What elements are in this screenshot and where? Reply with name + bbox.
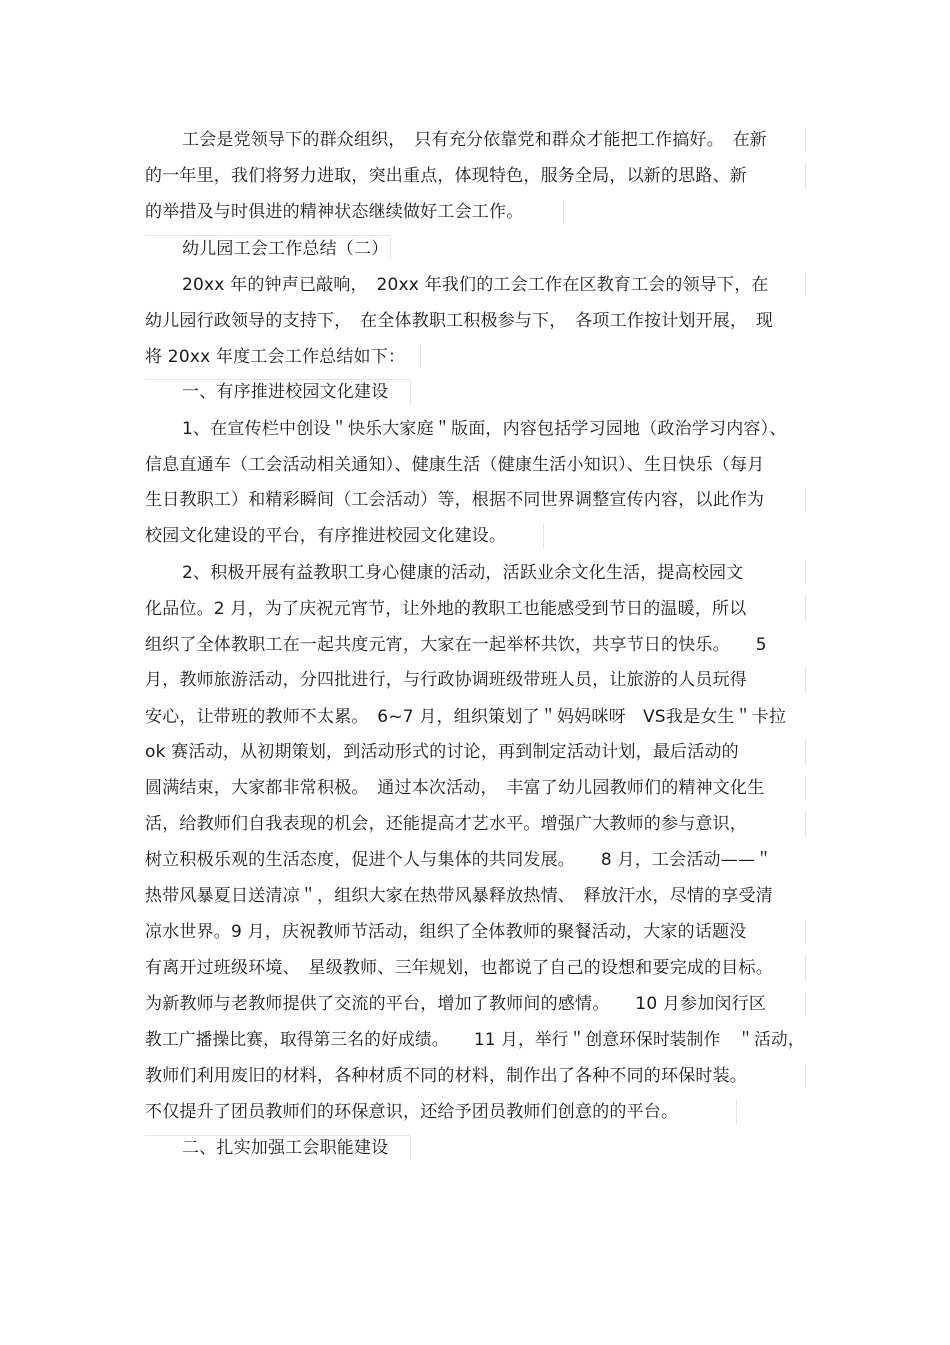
ruling-mark bbox=[805, 488, 806, 512]
paragraph-line: 的举措及与时俱进的精神状态继续做好工会工作。 bbox=[145, 202, 524, 222]
ruling-mark bbox=[805, 560, 806, 584]
ruling-mark bbox=[736, 1100, 737, 1124]
ruling-mark bbox=[563, 200, 564, 224]
paragraph-line: 生日教职工）和精彩瞬间（工会活动）等，根据不同世界调整宣传内容，以此作为 bbox=[145, 490, 765, 510]
ruling-mark bbox=[145, 235, 390, 236]
paragraph-line: ok 赛活动，从初期策划，到活动形式的讨论，再到制定活动计划，最后活动的 bbox=[145, 742, 739, 762]
paragraph-line: 月，教师旅游活动，分四批进行，与行政协调班级带班人员，让旅游的人员玩得 bbox=[145, 670, 747, 690]
ruling-mark bbox=[805, 128, 806, 152]
ruling-mark bbox=[805, 920, 806, 944]
paragraph-line: 不仅提升了团员教师们的环保意识，还给予团员教师们创意的的平台。 bbox=[145, 1102, 679, 1122]
ruling-mark bbox=[420, 344, 421, 368]
ruling-mark bbox=[805, 812, 806, 836]
paragraph-line: 的一年里，我们将努力进取，突出重点，体现特色，服务全局，以新的思路、新 bbox=[145, 166, 747, 186]
paragraph-line: 幼儿园行政领导的支持下， 在全体教职工积极参与下， 各项工作按计划开展， 现 bbox=[145, 311, 774, 331]
paragraph-line: 将 20xx 年度工会工作总结如下： bbox=[145, 347, 406, 367]
paragraph-line: 20xx 年的钟声已敲响， 20xx 年我们的工会工作在区教育工会的领导下，在 bbox=[182, 275, 769, 295]
ruling-mark bbox=[145, 379, 410, 380]
paragraph-line: 为新教师与老教师提供了交流的平台，增加了教师间的感情。 10 月参加闵行区 bbox=[145, 994, 767, 1014]
ruling-mark bbox=[410, 1136, 411, 1160]
ruling-mark bbox=[805, 956, 806, 980]
section-heading: 二、扎实加强工会职能建设 bbox=[182, 1138, 389, 1158]
paragraph-line: 化品位。2 月，为了庆祝元宵节，让外地的教职工也能感受到节日的温暖，所以 bbox=[145, 599, 747, 619]
ruling-mark bbox=[805, 1064, 806, 1088]
ruling-mark bbox=[805, 776, 806, 800]
paragraph-line: 安心，让带班的教师不太累。 6~7 月，组织策划了＂妈妈咪呀 VS我是女生＂卡拉 bbox=[145, 707, 787, 727]
paragraph-line: 校园文化建设的平台，有序推进校园文化建设。 bbox=[145, 526, 507, 546]
section-heading: 一、有序推进校园文化建设 bbox=[182, 382, 389, 402]
ruling-mark bbox=[145, 1135, 410, 1136]
ruling-mark bbox=[805, 596, 806, 620]
paragraph-line: 有离开过班级环境、 星级教师、三年规划，也都说了自己的设想和要完成的目标。 bbox=[145, 958, 773, 978]
ruling-mark bbox=[543, 524, 544, 548]
ruling-mark bbox=[410, 380, 411, 404]
ruling-mark bbox=[805, 740, 806, 764]
section-title: 幼儿园工会工作总结（二） bbox=[182, 239, 389, 259]
ruling-mark bbox=[805, 992, 806, 1016]
paragraph-line: 树立积极乐观的生活态度，促进个人与集体的共同发展。 8 月，工会活动——＂ bbox=[145, 850, 773, 870]
ruling-mark bbox=[805, 272, 806, 296]
paragraph-line: 2、积极开展有益教职工身心健康的活动，活跃业余文化生活，提高校园文 bbox=[182, 563, 744, 583]
paragraph-line: 活，给教师们自我表现的机会，还能提高才艺水平。增强广大教师的参与意识， bbox=[145, 814, 747, 834]
paragraph-line: 教师们利用废旧的材料，各种材质不同的材料，制作出了各种不同的环保时装。 bbox=[145, 1066, 747, 1086]
paragraph-line: 凉水世界。9 月，庆祝教师节活动，组织了全体教师的聚餐活动，大家的话题没 bbox=[145, 922, 747, 942]
paragraph-line: 组织了全体教职工在一起共度元宵，大家在一起举杯共饮，共享节日的快乐。 5 bbox=[145, 635, 767, 655]
paragraph-line: 教工广播操比赛，取得第三名的好成绩。 11 月，举行＂创意环保时装制作 ＂活动， bbox=[145, 1030, 805, 1050]
paragraph-line: 1、在宣传栏中创设＂快乐大家庭＂版面，内容包括学习园地（政治学习内容）、 bbox=[182, 419, 787, 439]
paragraph-line: 工会是党领导下的群众组织， 只有充分依靠党和群众才能把工作搞好。 在新 bbox=[182, 130, 767, 150]
ruling-mark bbox=[390, 236, 391, 260]
paragraph-line: 热带风暴夏日送清凉＂，组织大家在热带风暴释放热情、 释放汗水，尽情的享受清 bbox=[145, 886, 773, 906]
ruling-mark bbox=[805, 164, 806, 188]
ruling-mark bbox=[805, 668, 806, 692]
paragraph-line: 圆满结束，大家都非常积极。 通过本次活动， 丰富了幼儿园教师们的精神文化生 bbox=[145, 778, 765, 798]
paragraph-line: 信息直通车（工会活动相关通知）、健康生活（健康生活小知识）、生日快乐（每月 bbox=[145, 455, 765, 475]
